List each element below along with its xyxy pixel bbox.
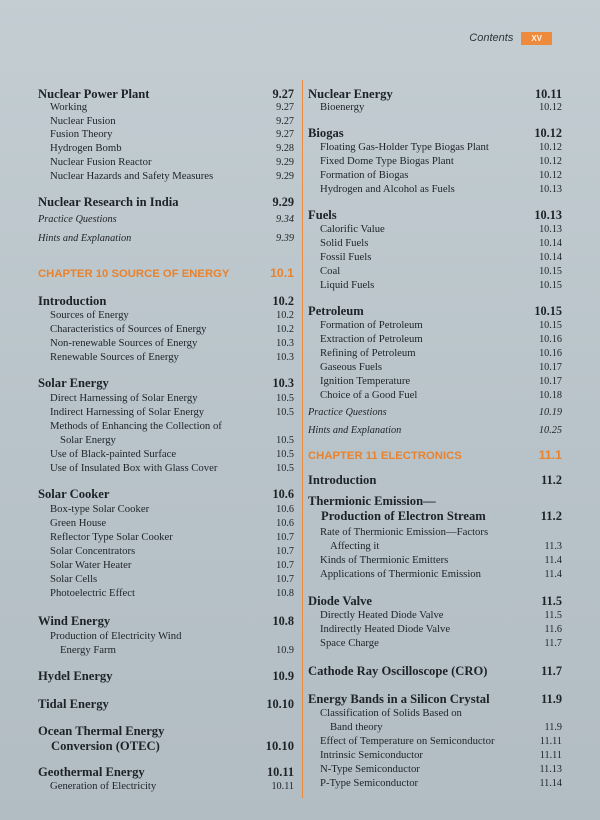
toc-practice-entry[interactable] <box>308 424 562 438</box>
toc-subentry[interactable] <box>38 558 294 573</box>
toc-page-number: 10.10 <box>265 739 294 753</box>
toc-entry-title: Practice Questions <box>38 214 117 225</box>
toc-subentry[interactable] <box>38 391 294 406</box>
toc-entry-title: Solar Water Heater <box>50 559 132 571</box>
toc-entry-title: Rate of Thermionic Emission—Factors <box>320 526 489 538</box>
toc-page-number: 10.7 <box>276 546 294 557</box>
toc-subentry[interactable] <box>308 346 562 361</box>
toc-entry-title: Nuclear Energy <box>308 87 393 101</box>
toc-entry-title: Solar Concentrators <box>50 545 136 557</box>
toc-page-number: 10.6 <box>276 504 294 515</box>
toc-entry-title: Geothermal Energy <box>38 765 145 779</box>
toc-page-number: 9.27 <box>272 87 294 101</box>
running-header <box>469 30 552 46</box>
toc-entry-title: Characteristics of Sources of Energy <box>50 323 207 335</box>
toc-subentry[interactable] <box>308 776 562 791</box>
toc-page-number: 10.14 <box>539 238 562 249</box>
toc-subentry[interactable] <box>38 100 294 115</box>
toc-heading-entry[interactable] <box>308 664 562 678</box>
toc-subentry[interactable] <box>308 100 562 115</box>
toc-entry-title: Generation of Electricity <box>50 780 157 792</box>
toc-heading-entry[interactable] <box>38 87 294 101</box>
toc-subentry[interactable] <box>38 544 294 559</box>
toc-page-number: 9.28 <box>276 143 294 154</box>
toc-subentry[interactable] <box>308 264 562 279</box>
toc-entry-title: Coal <box>320 265 341 277</box>
toc-page-number: 10.17 <box>539 362 562 373</box>
toc-subentry[interactable] <box>308 636 562 651</box>
toc-page-number: 10.13 <box>539 184 562 195</box>
toc-subentry[interactable] <box>308 250 562 265</box>
toc-entry-title: Solid Fuels <box>320 237 369 249</box>
toc-subentry[interactable] <box>308 374 562 389</box>
toc-entry-title: Energy Farm <box>60 644 116 656</box>
toc-entry-title: N-Type Semiconductor <box>320 763 420 775</box>
toc-entry-title: Hydel Energy <box>38 669 113 683</box>
toc-page-number: 10.11 <box>267 765 294 779</box>
toc-page-number: 10.8 <box>276 588 294 599</box>
toc-page-number: 10.10 <box>266 697 294 711</box>
toc-subentry[interactable] <box>308 553 562 568</box>
toc-page-number: 10.5 <box>276 463 294 474</box>
toc-page-number: 9.27 <box>276 102 294 113</box>
toc-entry-title: Nuclear Research in India <box>38 195 179 209</box>
column-divider <box>302 80 303 798</box>
toc-page-number: 10.1 <box>270 266 294 280</box>
toc-entry-title: Solar Cells <box>50 573 98 585</box>
toc-entry-title: Band theory <box>330 721 383 733</box>
toc-page-number: 10.16 <box>539 348 562 359</box>
toc-heading-line <box>308 509 562 524</box>
toc-subentry[interactable] <box>308 140 562 155</box>
toc-page-number: 10.9 <box>276 645 294 656</box>
toc-heading-entry[interactable] <box>308 208 562 222</box>
toc-entry-title: Working <box>50 101 88 113</box>
toc-page-number: 10.11 <box>535 87 562 101</box>
toc-page-number: 10.25 <box>538 425 562 436</box>
toc-entry-title: Thermionic Emission— <box>308 494 436 508</box>
toc-page-number: 10.5 <box>276 435 294 446</box>
toc-page-number: 10.14 <box>539 252 562 263</box>
toc-subentry[interactable] <box>308 318 562 333</box>
toc-subentry[interactable] <box>38 779 294 794</box>
toc-subentry-continued[interactable] <box>38 433 294 448</box>
toc-page-number: 10.12 <box>539 142 562 153</box>
toc-entry-title: Introduction <box>38 294 107 308</box>
toc-entry-title: Hydrogen and Alcohol as Fuels <box>320 183 455 195</box>
toc-page-number: 10.9 <box>272 669 294 683</box>
toc-heading-entry[interactable] <box>308 87 562 101</box>
toc-entry-title: Hints and Explanation <box>308 425 402 436</box>
toc-subentry[interactable] <box>308 332 562 347</box>
toc-page-number: 11.1 <box>538 448 562 462</box>
toc-page-number: 10.15 <box>534 304 562 318</box>
toc-subentry[interactable] <box>38 502 294 517</box>
toc-entry-title: Gaseous Fuels <box>320 361 383 373</box>
toc-practice-entry[interactable] <box>38 232 294 246</box>
toc-entry-title: Fuels <box>308 208 337 222</box>
toc-page-number: 11.2 <box>540 509 562 523</box>
toc-entry-title: Green House <box>50 517 107 529</box>
toc-subentry[interactable] <box>308 567 562 582</box>
toc-page-number: 10.15 <box>539 320 562 331</box>
toc-entry-title: Nuclear Hazards and Safety Measures <box>50 170 214 182</box>
toc-subentry[interactable] <box>38 530 294 545</box>
toc-entry-title: Fossil Fuels <box>320 251 372 263</box>
toc-page-number: 10.12 <box>539 156 562 167</box>
toc-page-number: 10.5 <box>276 449 294 460</box>
toc-page-number: 11.5 <box>544 610 562 621</box>
toc-entry-title: Solar Energy <box>60 434 116 446</box>
toc-subentry[interactable] <box>38 155 294 170</box>
toc-page-number: 10.6 <box>272 487 294 501</box>
toc-subentry[interactable] <box>38 572 294 587</box>
toc-page-number: 10.15 <box>539 280 562 291</box>
toc-page-number: 11.7 <box>544 638 562 649</box>
toc-entry-title: Nuclear Power Plant <box>38 87 150 101</box>
toc-page-number: 10.11 <box>271 781 294 792</box>
toc-heading-entry[interactable] <box>308 494 562 524</box>
toc-entry-title: Non-renewable Sources of Energy <box>50 337 198 349</box>
toc-page-number: 11.13 <box>539 764 562 775</box>
toc-entry-title-continued: Production of Electron Stream <box>321 509 486 523</box>
toc-heading-line <box>38 724 294 739</box>
toc-subentry-continued[interactable] <box>308 539 562 554</box>
toc-entry-title: Production of Electricity Wind <box>50 630 182 642</box>
toc-page-number: 10.2 <box>272 294 294 308</box>
toc-entry-title: Intrinsic Semiconductor <box>320 749 423 761</box>
toc-subentry[interactable] <box>38 127 294 142</box>
toc-subentry[interactable] <box>38 169 294 184</box>
toc-subentry[interactable] <box>308 525 562 539</box>
toc-entry-title: Use of Black-painted Surface <box>50 448 177 460</box>
toc-entry-title: Hydrogen Bomb <box>50 142 122 154</box>
toc-entry-title: Solar Cooker <box>38 487 110 501</box>
toc-subentry[interactable] <box>38 308 294 323</box>
toc-entry-title: Diode Valve <box>308 594 373 608</box>
toc-entry-title: Box-type Solar Cooker <box>50 503 150 515</box>
toc-chapter-heading[interactable] <box>38 266 294 281</box>
toc-heading-entry[interactable] <box>38 294 294 308</box>
toc-subentry[interactable] <box>38 322 294 337</box>
toc-subentry-continued[interactable] <box>38 643 294 658</box>
toc-entry-title: Floating Gas-Holder Type Biogas Plant <box>320 141 489 153</box>
toc-subentry[interactable] <box>38 141 294 156</box>
toc-entry-title: Ocean Thermal Energy <box>38 724 165 738</box>
toc-subentry[interactable] <box>308 182 562 197</box>
toc-subentry[interactable] <box>308 608 562 623</box>
toc-heading-entry[interactable] <box>308 692 562 706</box>
toc-entry-title: Effect of Temperature on Semiconductor <box>320 735 495 747</box>
toc-page-number: 10.2 <box>276 324 294 335</box>
running-title: Contents <box>469 32 514 44</box>
toc-page-number: 10.7 <box>276 574 294 585</box>
toc-subentry[interactable] <box>308 734 562 749</box>
toc-entry-title: Calorific Value <box>320 223 385 235</box>
toc-entry-title: Formation of Petroleum <box>320 319 423 331</box>
toc-page-number: 10.12 <box>534 126 562 140</box>
toc-subentry[interactable] <box>38 629 294 643</box>
page-number: XV <box>521 32 552 45</box>
toc-subentry[interactable] <box>38 461 294 476</box>
toc-page-number: 10.8 <box>272 614 294 628</box>
toc-page-number: 9.27 <box>276 116 294 127</box>
toc-entry-title: Cathode Ray Oscilloscope (CRO) <box>308 664 488 678</box>
toc-page-number: 10.6 <box>276 518 294 529</box>
toc-subentry[interactable] <box>38 350 294 365</box>
toc-page-number: 10.5 <box>276 407 294 418</box>
toc-subentry[interactable] <box>308 222 562 237</box>
toc-entry-title: Fixed Dome Type Biogas Plant <box>320 155 454 167</box>
toc-subentry[interactable] <box>38 336 294 351</box>
toc-heading-entry[interactable] <box>38 765 294 779</box>
toc-subentry[interactable] <box>38 516 294 531</box>
toc-chapter-heading[interactable] <box>308 448 562 463</box>
toc-page-number: 11.2 <box>541 473 562 487</box>
toc-heading-entry[interactable] <box>38 487 294 501</box>
toc-page-number: 10.5 <box>276 393 294 404</box>
toc-entry-title: Space Charge <box>320 637 379 649</box>
toc-entry-title: Directly Heated Diode Valve <box>320 609 444 621</box>
toc-page-number: 9.34 <box>275 214 294 225</box>
toc-entry-title: Fusion Theory <box>50 128 113 140</box>
toc-page-number: 9.39 <box>275 233 294 244</box>
toc-entry-title: Photoelectric Effect <box>50 587 135 599</box>
toc-entry-title: P-Type Semiconductor <box>320 777 419 789</box>
toc-entry-title: Ignition Temperature <box>320 375 411 387</box>
toc-page-number: 9.29 <box>276 157 294 168</box>
toc-subentry[interactable] <box>38 586 294 601</box>
toc-page-number: 10.15 <box>539 266 562 277</box>
toc-entry-title: Liquid Fuels <box>320 279 375 291</box>
toc-page-number: 10.19 <box>538 407 562 418</box>
toc-entry-title: Classification of Solids Based on <box>320 707 462 719</box>
toc-entry-title: Tidal Energy <box>38 697 109 711</box>
toc-page-number: 9.27 <box>276 129 294 140</box>
toc-entry-title: Formation of Biogas <box>320 169 409 181</box>
toc-heading-entry[interactable] <box>308 126 562 140</box>
toc-heading-entry[interactable] <box>38 614 294 628</box>
toc-page-number: 11.4 <box>544 569 562 580</box>
toc-entry-title: Introduction <box>308 473 377 487</box>
toc-entry-title: Wind Energy <box>38 614 111 628</box>
toc-heading-entry[interactable] <box>38 376 294 390</box>
toc-heading-entry[interactable] <box>38 697 294 711</box>
toc-page-number: 10.2 <box>276 310 294 321</box>
toc-entry-title: Applications of Thermionic Emission <box>320 568 481 580</box>
toc-subentry[interactable] <box>38 419 294 433</box>
toc-entry-title: Nuclear Fusion <box>50 115 116 127</box>
toc-page-number: 10.12 <box>539 102 562 113</box>
toc-entry-title: Hints and Explanation <box>38 233 132 244</box>
toc-entry-title: Practice Questions <box>308 407 387 418</box>
toc-heading-entry[interactable] <box>308 304 562 318</box>
toc-page-number: 10.7 <box>276 532 294 543</box>
toc-page-number: 11.11 <box>539 750 562 761</box>
toc-heading-entry[interactable] <box>38 724 294 754</box>
toc-entry-title: Reflector Type Solar Cooker <box>50 531 173 543</box>
toc-entry-title: Nuclear Fusion Reactor <box>50 156 152 168</box>
toc-heading-entry[interactable] <box>38 195 294 209</box>
toc-entry-title: Bioenergy <box>320 101 365 113</box>
toc-entry-title-continued: Conversion (OTEC) <box>51 739 160 753</box>
toc-subentry-continued[interactable] <box>308 720 562 735</box>
toc-page-number: 10.12 <box>539 170 562 181</box>
toc-page-number: 11.5 <box>541 594 562 608</box>
toc-practice-entry[interactable] <box>38 213 294 227</box>
toc-page-number: 10.13 <box>539 224 562 235</box>
toc-page-number: 11.4 <box>544 555 562 566</box>
toc-page-number: 11.7 <box>541 664 562 678</box>
toc-page-number: 10.7 <box>276 560 294 571</box>
toc-entry-title: Sources of Energy <box>50 309 129 321</box>
toc-heading-line <box>308 494 562 509</box>
toc-entry-title: Choice of a Good Fuel <box>320 389 418 401</box>
toc-entry-title: Indirect Harnessing of Solar Energy <box>50 406 205 418</box>
toc-subentry[interactable] <box>308 388 562 403</box>
toc-subentry[interactable] <box>308 622 562 637</box>
toc-page-number: 11.9 <box>544 722 562 733</box>
toc-entry-title: Petroleum <box>308 304 364 318</box>
toc-page-number: 10.3 <box>272 376 294 390</box>
toc-entry-title: CHAPTER 10 SOURCE OF ENERGY <box>38 268 230 280</box>
toc-page-number: 11.9 <box>541 692 562 706</box>
toc-page-number: 11.3 <box>544 541 562 552</box>
toc-subentry[interactable] <box>308 154 562 169</box>
toc-entry-title: CHAPTER 11 ELECTRONICS <box>308 450 462 462</box>
toc-entry-title: Use of Insulated Box with Glass Cover <box>50 462 218 474</box>
toc-subentry[interactable] <box>308 360 562 375</box>
toc-page-number: 11.6 <box>544 624 562 635</box>
toc-heading-entry[interactable] <box>308 473 562 487</box>
toc-entry-title: Direct Harnessing of Solar Energy <box>50 392 198 404</box>
toc-page-number: 9.29 <box>272 195 294 209</box>
toc-page-number: 10.13 <box>534 208 562 222</box>
toc-subentry[interactable] <box>38 447 294 462</box>
toc-subentry[interactable] <box>308 762 562 777</box>
toc-subentry[interactable] <box>38 405 294 420</box>
toc-page-number: 10.18 <box>539 390 562 401</box>
toc-heading-entry[interactable] <box>38 669 294 683</box>
toc-entry-title: Methods of Enhancing the Collection of <box>50 420 222 432</box>
toc-page-number: 11.11 <box>539 736 562 747</box>
toc-heading-line <box>38 739 294 754</box>
toc-page-number: 10.17 <box>539 376 562 387</box>
toc-entry-title: Renewable Sources of Energy <box>50 351 179 363</box>
toc-entry-title: Affecting it <box>330 540 380 552</box>
toc-entry-title: Kinds of Thermionic Emitters <box>320 554 449 566</box>
toc-subentry[interactable] <box>308 236 562 251</box>
toc-page-number: 10.16 <box>539 334 562 345</box>
toc-page-number: 10.3 <box>276 352 294 363</box>
toc-entry-title: Energy Bands in a Silicon Crystal <box>308 692 490 706</box>
toc-page-number: 11.14 <box>539 778 562 789</box>
toc-entry-title: Refining of Petroleum <box>320 347 416 359</box>
toc-subentry[interactable] <box>308 748 562 763</box>
toc-subentry[interactable] <box>308 168 562 183</box>
toc-entry-title: Solar Energy <box>38 376 109 390</box>
toc-page-number: 10.3 <box>276 338 294 349</box>
toc-heading-entry[interactable] <box>308 594 562 608</box>
toc-practice-entry[interactable] <box>308 406 562 420</box>
toc-entry-title: Indirectly Heated Diode Valve <box>320 623 451 635</box>
toc-entry-title: Extraction of Petroleum <box>320 333 423 345</box>
toc-subentry[interactable] <box>308 706 562 720</box>
toc-subentry[interactable] <box>308 278 562 293</box>
toc-page-number: 9.29 <box>276 171 294 182</box>
toc-entry-title: Biogas <box>308 126 344 140</box>
